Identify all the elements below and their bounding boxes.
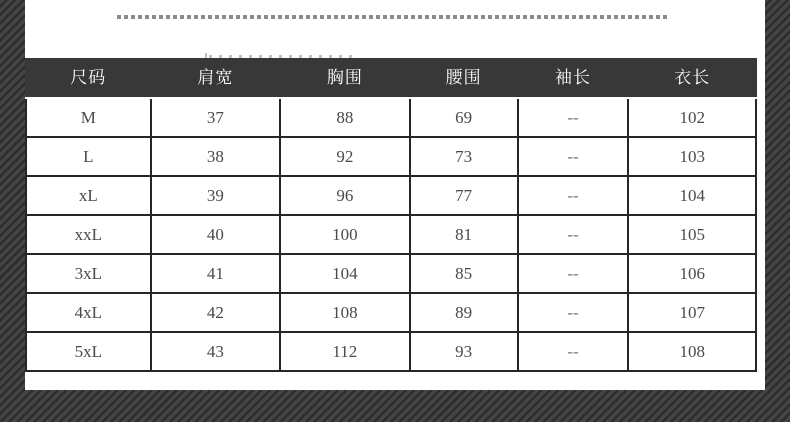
table-cell: 105 [629, 216, 755, 253]
size-table [25, 58, 757, 372]
header-cell: 衣长 [674, 68, 711, 87]
table-cell: 81 [411, 216, 517, 253]
header-cell: 肩宽 [197, 68, 234, 87]
table-cell: 92 [281, 138, 409, 175]
table-cell: 85 [411, 255, 517, 292]
size-table-header [25, 58, 757, 97]
size-label-cell: xxL [27, 216, 150, 253]
header-cell: 胸围 [326, 68, 363, 87]
table-cell: 88 [281, 99, 409, 136]
size-label-cell: M [27, 99, 150, 136]
table-cell: 89 [411, 294, 517, 331]
table-cell: 39 [152, 177, 280, 214]
table-cell: -- [519, 255, 628, 292]
table-cell: 103 [629, 138, 755, 175]
table-cell: 104 [281, 255, 409, 292]
table-cell: 43 [152, 333, 280, 370]
table-cell: 40 [152, 216, 280, 253]
table-cell: 73 [411, 138, 517, 175]
table-cell: -- [519, 294, 628, 331]
table-cell: 108 [629, 333, 755, 370]
table-cell: 104 [629, 177, 755, 214]
size-label-cell: 3xL [27, 255, 150, 292]
table-cell: 93 [411, 333, 517, 370]
table-cell: -- [519, 99, 628, 136]
table-cell: -- [519, 333, 628, 370]
header-cell: 尺码 [70, 68, 107, 87]
table-cell: 106 [629, 255, 755, 292]
table-cell: 37 [152, 99, 280, 136]
size-label-cell: 4xL [27, 294, 150, 331]
size-table-body [25, 99, 757, 372]
table-cell: 100 [281, 216, 409, 253]
size-label-cell: 5xL [27, 333, 150, 370]
table-cell: -- [519, 177, 628, 214]
table-cell: 102 [629, 99, 755, 136]
table-cell: 77 [411, 177, 517, 214]
header-cell: 袖长 [555, 68, 591, 87]
table-cell: 112 [281, 333, 409, 370]
size-label-cell: xL [27, 177, 150, 214]
dashed-divider [117, 15, 669, 19]
table-cell: 108 [281, 294, 409, 331]
table-cell: 41 [152, 255, 280, 292]
size-label-cell: L [27, 138, 150, 175]
header-cell: 腰围 [445, 68, 482, 87]
table-cell: 96 [281, 177, 409, 214]
table-cell: 42 [152, 294, 280, 331]
table-cell: 69 [411, 99, 517, 136]
table-cell: 38 [152, 138, 280, 175]
table-cell: 107 [629, 294, 755, 331]
table-cell: -- [519, 216, 628, 253]
table-cell: -- [519, 138, 628, 175]
